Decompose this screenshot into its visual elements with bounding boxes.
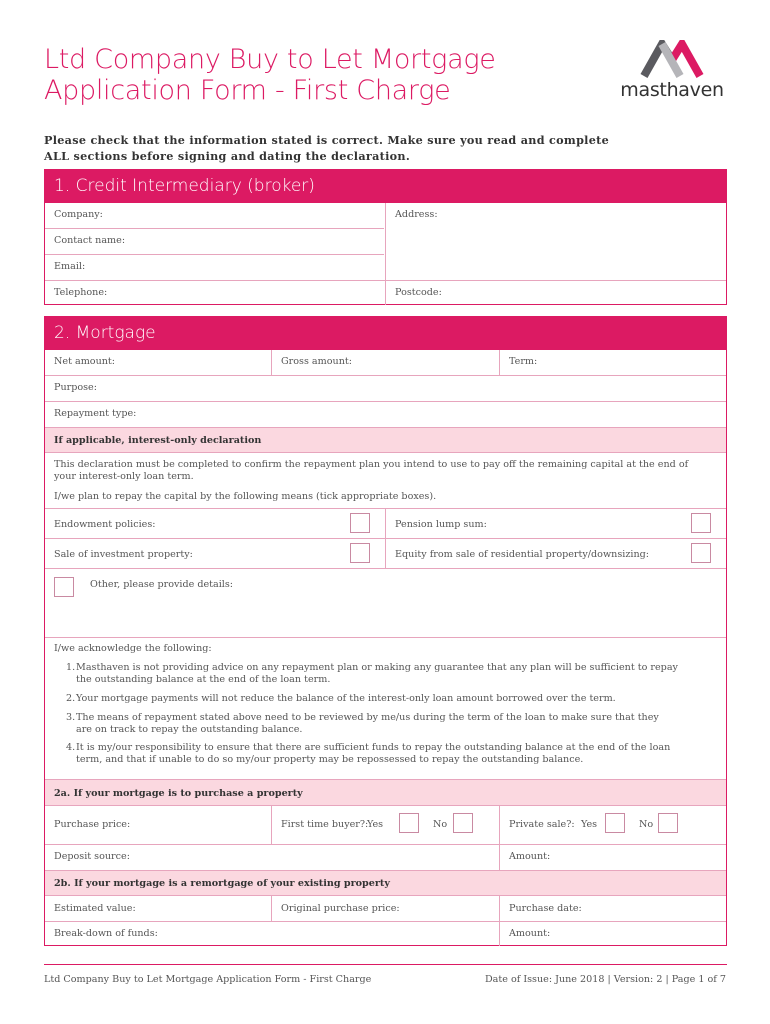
purchase-price-field[interactable]: Purchase price:: [54, 819, 131, 830]
acknowledge-heading: I/we acknowledge the following:: [54, 643, 212, 654]
original-price-field[interactable]: Original purchase price:: [281, 903, 400, 914]
deposit-source-field[interactable]: Deposit source:: [54, 851, 130, 862]
private-sale-no-label: No: [639, 819, 654, 830]
intro-instructions: [44, 132, 609, 164]
address-field[interactable]: Address:: [395, 209, 438, 220]
section-1-heading: 1. Credit Intermediary (broker): [45, 170, 726, 203]
title-line-1: Ltd Company Buy to Let Mortgage: [44, 44, 496, 75]
divider: [45, 254, 384, 255]
intro-line-2: ALL sections before signing and dating the declaration.: [44, 149, 411, 163]
title-line-2: Application Form - First Charge: [44, 75, 451, 106]
endowment-checkbox[interactable]: [350, 513, 370, 533]
ack-4-line-2: term, and that if unable to do so my/our property may be repossessed to repay the outstanding balance.: [76, 754, 584, 765]
masthaven-logo-mark: [616, 40, 728, 80]
repayment-type-field[interactable]: Repayment type:: [54, 408, 137, 419]
section-mortgage: [44, 316, 727, 946]
first-time-no-label: No: [433, 819, 448, 830]
pension-checkbox[interactable]: [691, 513, 711, 533]
ack-number: 4.: [66, 742, 76, 753]
estimated-value-field[interactable]: Estimated value:: [54, 903, 136, 914]
logo-wordmark: masthaven: [620, 79, 724, 101]
sale-investment-checkbox[interactable]: [350, 543, 370, 563]
email-field[interactable]: Email:: [54, 261, 86, 272]
company-field[interactable]: Company:: [54, 209, 103, 220]
postcode-field[interactable]: Postcode:: [395, 287, 442, 298]
divider: [45, 538, 726, 539]
acknowledgement-3: [66, 712, 696, 736]
ack-1-line-2: the outstanding balance at the end of the loan term.: [76, 674, 331, 685]
divider: [45, 921, 726, 922]
private-sale-yes-label: Yes: [581, 819, 598, 830]
ack-3-line-2: are on track to repay the outstanding balance.: [76, 724, 303, 735]
remortgage-subheading: 2b. If your mortgage is a remortgage of your existing property: [45, 870, 726, 896]
private-sale-yes-checkbox[interactable]: [605, 813, 625, 833]
footer-issue-info: Date of Issue: June 2018 | Version: 2 | Page 1 of 7: [484, 974, 726, 985]
footer-divider: [44, 964, 727, 965]
breakdown-field[interactable]: Break-down of funds:: [54, 928, 158, 939]
first-time-no-checkbox[interactable]: [453, 813, 473, 833]
pension-label: Pension lump sum:: [395, 519, 487, 530]
contact-name-field[interactable]: Contact name:: [54, 235, 126, 246]
equity-checkbox[interactable]: [691, 543, 711, 563]
section-2-heading: 2. Mortgage: [45, 317, 726, 350]
first-time-yes-checkbox[interactable]: [399, 813, 419, 833]
term-field[interactable]: Term:: [509, 356, 538, 367]
ack-1-line-1: Masthaven is not providing advice on any repayment plan or making any guarantee that any plan will be sufficient to repay: [76, 662, 678, 673]
page-title: [44, 44, 496, 106]
ack-number: 3.: [66, 712, 76, 723]
telephone-field[interactable]: Telephone:: [54, 287, 108, 298]
divider: [45, 228, 384, 229]
io-means-text: I/we plan to repay the capital by the following means (tick appropriate boxes).: [54, 491, 437, 502]
deposit-amount-field[interactable]: Amount:: [509, 851, 551, 862]
ack-number: 1.: [66, 662, 76, 673]
ack-2-line-1: Your mortgage payments will not reduce the balance of the interest-only loan amount borrowed over the term.: [76, 693, 616, 704]
divider: [45, 844, 726, 845]
acknowledgement-2: [66, 693, 696, 705]
interest-only-heading: If applicable, interest-only declaration: [45, 427, 726, 453]
first-time-yes-label: Yes: [367, 819, 384, 830]
first-time-buyer-label: First time buyer?:: [281, 819, 369, 830]
intro-line-1: Please check that the information stated is correct. Make sure you read and complete: [44, 133, 610, 147]
private-sale-label: Private sale?:: [509, 819, 575, 830]
divider: [45, 375, 726, 376]
sale-investment-label: Sale of investment property:: [54, 549, 193, 560]
divider: [45, 401, 726, 402]
ack-number: 2.: [66, 693, 76, 704]
divider: [45, 568, 726, 569]
remortgage-amount-field[interactable]: Amount:: [509, 928, 551, 939]
other-checkbox[interactable]: [54, 577, 74, 597]
acknowledgement-4: [66, 742, 696, 766]
purchase-date-field[interactable]: Purchase date:: [509, 903, 582, 914]
gross-amount-field[interactable]: Gross amount:: [281, 356, 352, 367]
purchase-subheading: 2a. If your mortgage is to purchase a property: [45, 779, 726, 806]
masthaven-logo: [616, 40, 728, 104]
section-credit-intermediary: [44, 169, 727, 305]
purpose-field[interactable]: Purpose:: [54, 382, 97, 393]
io-declaration-text: [54, 459, 706, 483]
ack-3-line-1: The means of repayment stated above need to be reviewed by me/us during the term of the loan to make sure that they: [76, 712, 659, 723]
net-amount-field[interactable]: Net amount:: [54, 356, 116, 367]
equity-label: Equity from sale of residential property/downsizing:: [395, 549, 649, 560]
endowment-label: Endowment policies:: [54, 519, 156, 530]
private-sale-no-checkbox[interactable]: [658, 813, 678, 833]
io-text-line-2: your interest-only loan term.: [54, 471, 194, 482]
acknowledgement-1: [66, 662, 696, 686]
divider: [45, 637, 726, 638]
io-text-line-1: This declaration must be completed to confirm the repayment plan you intend to use to pay off the remaining capital at the end of: [54, 459, 689, 470]
footer-form-name: Ltd Company Buy to Let Mortgage Application Form - First Charge: [44, 974, 372, 985]
ack-4-line-1: It is my/our responsibility to ensure that there are sufficient funds to repay the outstanding balance at the end of the loan: [76, 742, 671, 753]
other-details-field[interactable]: Other, please provide details:: [90, 579, 234, 590]
